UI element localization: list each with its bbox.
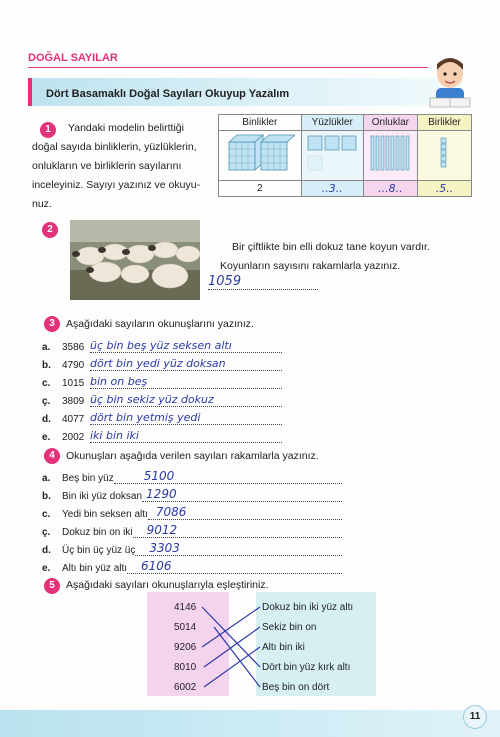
item-number: 3586 [62, 342, 85, 353]
place-value-model [218, 114, 472, 197]
question-2-number: 2 [42, 222, 58, 238]
item-label: c. [42, 378, 51, 389]
hundred-flats-icon [305, 132, 359, 176]
match-word: Sekiz bin on [262, 622, 317, 633]
question-4-number: 4 [44, 448, 60, 464]
model-header-thousands: Binlikler [219, 115, 302, 131]
match-line [204, 627, 260, 667]
question-5-prompt: Aşağıdaki sayıları okunuşlarıyla eşleştiriniz. [66, 579, 269, 591]
page-footer-band [0, 710, 500, 737]
list-item [42, 466, 342, 484]
question-2-text [220, 238, 475, 276]
list-item [42, 425, 282, 443]
match-number: 6002 [174, 682, 197, 693]
student-reading-illustration [420, 52, 480, 112]
item-text: Bin iki yüz doksan [62, 491, 143, 502]
item-label: d. [42, 545, 51, 556]
item-answer: iki bin iki [90, 429, 282, 443]
item-text: Beş bin yüz [62, 473, 114, 484]
match-word: Beş bin on dört [262, 682, 330, 693]
item-label: ç. [42, 396, 51, 407]
question-2-answer: 1059 [208, 274, 318, 290]
page-number: 11 [463, 705, 487, 729]
thousands-blocks [219, 131, 302, 181]
item-answer: dört bin yetmiş yedi [90, 411, 282, 425]
match-word: Dokuz bin iki yüz altı [262, 602, 354, 613]
list-item [42, 556, 342, 574]
match-number: 8010 [174, 662, 197, 673]
question-4-list [42, 466, 342, 574]
item-answer: 1290 [142, 487, 342, 502]
question-3-list [42, 335, 282, 443]
list-item [42, 389, 282, 407]
item-answer: 9012 [133, 523, 342, 538]
lesson-title: Dört Basamaklı Doğal Sayıları Okuyup Yazalım [46, 88, 290, 100]
item-label: b. [42, 360, 51, 371]
item-text: Üç bin üç yüz üç [62, 545, 136, 556]
question-5-number: 5 [44, 578, 60, 594]
item-answer: 3303 [135, 541, 342, 556]
match-word: Dört bin yüz kırk altı [262, 662, 351, 673]
q2-line: Bir çiftlikte bin elli dokuz tane koyun vardır. [232, 241, 430, 253]
match-line [204, 647, 260, 687]
item-text: Yedi bin seksen altı [62, 509, 148, 520]
item-label: a. [42, 473, 51, 484]
q1-line: Yandaki modelin belirttiği [68, 122, 184, 134]
item-label: b. [42, 491, 51, 502]
item-number: 4077 [62, 414, 85, 425]
item-answer: bin on beş [90, 375, 282, 389]
item-number: 1015 [62, 378, 85, 389]
item-answer: dört bin yedi yüz doksan [90, 357, 282, 371]
match-number: 4146 [174, 602, 197, 613]
list-item [42, 520, 342, 538]
item-answer: üç bin beş yüz seksen altı [90, 339, 282, 353]
question-3-prompt: Aşağıdaki sayıların okunuşlarını yazınız. [66, 318, 254, 330]
match-word: Altı bin iki [262, 642, 305, 653]
question-4-prompt: Okunuşları aşağıda verilen sayıları rakamlarla yazınız. [66, 450, 319, 462]
question-1-text [32, 119, 210, 214]
tens-blocks [363, 131, 417, 181]
item-label: c. [42, 509, 51, 520]
list-item [42, 484, 342, 502]
item-label: e. [42, 563, 51, 574]
item-label: e. [42, 432, 51, 443]
match-line [202, 607, 260, 647]
words-list [262, 598, 353, 698]
item-number: 3809 [62, 396, 85, 407]
model-value-hundreds: ..3.. [301, 181, 363, 197]
match-line [214, 627, 260, 687]
unit-cubes-icon [421, 132, 467, 176]
matching-lines [200, 596, 266, 696]
model-value-tens: ...8.. [363, 181, 417, 197]
item-answer: 6106 [127, 559, 342, 574]
q1-line: doğal sayıda binliklerin, yüzlüklerin, [32, 141, 197, 153]
list-item [42, 371, 282, 389]
q1-line: onlukların ve birliklerin sayılarını [32, 160, 182, 172]
list-item [42, 353, 282, 371]
question-1-number: 1 [40, 122, 56, 138]
q1-line: inceleyiniz. Sayıyı yazınız ve okuyu- [32, 179, 201, 191]
list-item [42, 407, 282, 425]
thousand-cubes-icon [225, 132, 295, 176]
list-item [42, 538, 342, 556]
q2-line: Koyunların sayısını rakamlarla yazınız. [220, 260, 401, 272]
model-header-hundreds: Yüzlükler [301, 115, 363, 131]
sheep-photo [70, 220, 200, 300]
item-number: 4790 [62, 360, 85, 371]
item-label: ç. [42, 527, 51, 538]
item-text: Altı bin yüz altı [62, 563, 128, 574]
match-line [202, 607, 260, 667]
item-answer: 5100 [114, 469, 342, 484]
numbers-list [174, 598, 196, 698]
model-header-ones: Birlikler [417, 115, 471, 131]
item-label: d. [42, 414, 51, 425]
model-value-thousands: 2 [219, 181, 302, 197]
hundreds-blocks [301, 131, 363, 181]
item-text: Dokuz bin on iki [62, 527, 133, 538]
header-divider [28, 67, 428, 68]
question-3-number: 3 [44, 316, 60, 332]
match-number: 5014 [174, 622, 197, 633]
model-value-ones: .5.. [417, 181, 471, 197]
match-number: 9206 [174, 642, 197, 653]
item-answer: 7086 [148, 505, 342, 520]
ten-rods-icon [367, 132, 413, 176]
item-label: a. [42, 342, 51, 353]
model-header-tens: Onluklar [363, 115, 417, 131]
list-item [42, 502, 342, 520]
q1-line: nuz. [32, 198, 52, 210]
list-item [42, 335, 282, 353]
ones-blocks [417, 131, 471, 181]
item-answer: üç bin sekiz yüz dokuz [90, 393, 282, 407]
item-number: 2002 [62, 432, 85, 443]
section-title: DOĞAL SAYILAR [28, 52, 118, 64]
